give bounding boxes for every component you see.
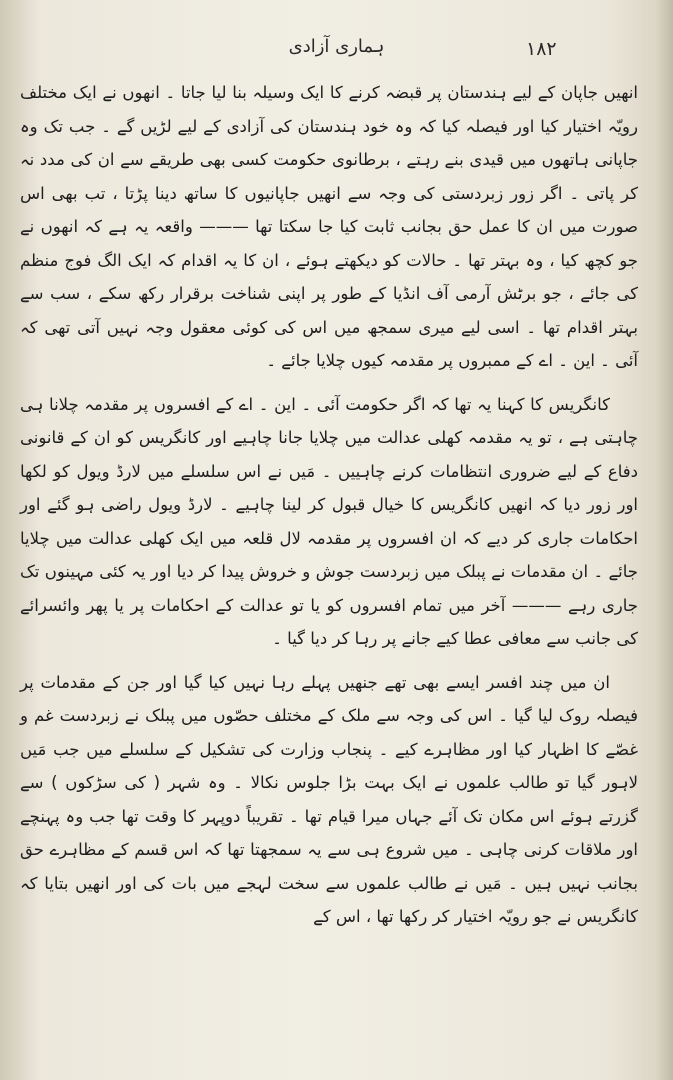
running-head-title: ہماری آزادی bbox=[288, 36, 385, 57]
paragraph: انھیں جاپان کے لیے ہندستان پر قبضہ کرنے کا ایک وسیلہ بنا لیا جاتا ۔ انھوں نے ایک مختلف رویّہ اختیار کیا اور فیصلہ کیا کہ وہ خود ہندستان کی آزادی کے لیے لڑیں گے ۔ جب تک وہ جاپانی ہاتھوں میں قیدی بنے رہتے ، برطانوی حکومت کسی بھی طریقے سے ان کی مدد نہ کر پاتی ۔ اگر زور زبردستی کی وجہ سے انھیں جاپانیوں کا ساتھ دینا پڑتا ، تب بھی اس صورت میں ان کا عمل حق بجانب ثابت کیا جا سکتا تھا ——— واقعہ یہ ہے کہ انھوں نے جو کچھ کیا ، وہ بہتر تھا ۔ حالات کو دیکھتے ہوئے ، ان کا یہ اقدام کہ ایک الگ فوج منظم کی جائے ، جو برٹش آرمی آف انڈیا کے طور پر اپنی شناخت برقرار رکھ سکے ، سب سے بہتر اقدام تھا ۔ اسی لیے میری سمجھ میں اس کی کوئی معقول وجہ نہیں آتی تھی کہ آئی ۔ این ۔ اے کے ممبروں پر مقدمہ کیوں چلایا جائے ۔ bbox=[20, 83, 638, 370]
page-edge-shadow bbox=[655, 0, 673, 1080]
paragraph: ان میں چند افسر ایسے بھی تھے جنھیں پہلے رہا نہیں کیا گیا اور جن کے مقدمات پر فیصلہ روک لیا گیا ۔ اس کی وجہ سے ملک کے مختلف حصّوں میں پبلک نے زبردست غم و غصّے کا اظہار کیا اور مظاہرے کیے ۔ پنجاب وزارت کی تشکیل کے سلسلے میں جب مَیں لاہور گیا تو طالب علموں نے ایک بہت بڑا جلوس نکالا ۔ وہ شہر ( کی سڑکوں ) سے گزرتے ہوئے اس مکان تک آئے جہاں میرا قیام تھا ۔ تقریباً دوپہر کا وقت تھا جب وہ پہنچے اور ملاقات کرنی چاہی ۔ میں شروع ہی سے یہ سمجھتا تھا کہ اس قسم کے مظاہرے حق بجانب نہیں ہیں ۔ مَیں نے طالب علموں سے سخت لہجے میں بات کی اور انھیں بتایا کہ کانگریس نے جو رویّہ اختیار کر رکھا تھا ، اس کے bbox=[20, 672, 638, 926]
body-text bbox=[20, 76, 638, 934]
paragraph: کانگریس کا کہنا یہ تھا کہ اگر حکومت آئی ۔ این ۔ اے کے افسروں پر مقدمہ چلانا ہی چاہتی ہے ، تو یہ مقدمہ کھلی عدالت میں چلایا جانا چاہیے اور کانگریس کو ان کے قانونی دفاع کے لیے ضروری انتظامات کرنے چاہییں ۔ مَیں نے اس سلسلے میں لارڈ ویول کو لکھا اور زور دیا کہ انھیں کانگریس کا خیال قبول کر لینا چاہیے ۔ لارڈ ویول راضی ہو گئے اور احکامات جاری کر دیے کہ ان افسروں پر مقدمہ لال قلعہ میں ایک کھلی عدالت میں چلایا جائے ۔ ان مقدمات نے پبلک میں زبردست جوش و خروش پیدا کر دیا اور یہ کئی مہینوں تک جاری رہے ——— آخر میں تمام افسروں کو یا تو عدالت کے احکامات پر یا پھر وائسرائے کی جانب سے معافی عطا کیے جانے پر رہا کر دیا گیا ۔ bbox=[20, 394, 638, 648]
page-number: ۱۸۲ bbox=[526, 38, 557, 60]
